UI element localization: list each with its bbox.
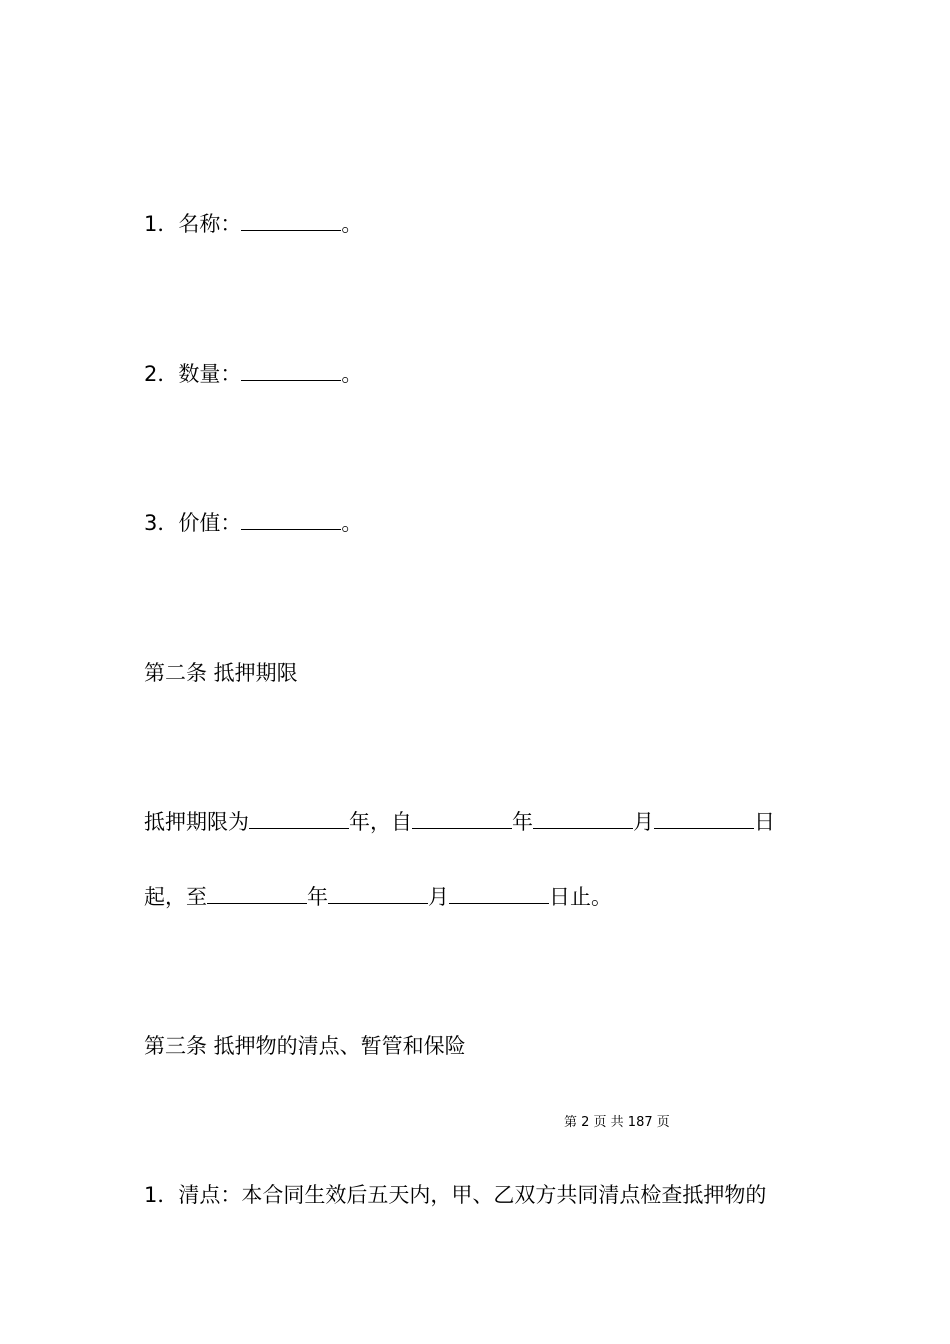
page-number: 第 2 页 共 187 页	[564, 1115, 670, 1130]
item-value-label: 3．价值：	[144, 511, 242, 535]
term-years-blank[interactable]	[249, 810, 349, 829]
start-month-blank[interactable]	[533, 810, 633, 829]
end-mark: 。	[341, 362, 363, 386]
quantity-blank[interactable]	[241, 362, 341, 381]
term-line-1	[144, 809, 775, 835]
term-text: 月	[633, 810, 654, 834]
end-year-blank[interactable]	[207, 885, 307, 904]
article-3-heading: 第三条 抵押物的清点、暂管和保险	[144, 1034, 466, 1058]
term-text: 抵押期限为	[144, 810, 249, 834]
end-day-blank[interactable]	[449, 885, 549, 904]
term-text: 月	[428, 885, 449, 909]
clause-inventory: 1．清点：本合同生效后五天内，甲、乙双方共同清点检查抵押物的	[144, 1183, 767, 1207]
term-text: 年，自	[349, 810, 412, 834]
term-line-2	[144, 884, 612, 910]
term-text: 年	[307, 885, 328, 909]
end-month-blank[interactable]	[328, 885, 428, 904]
item-value-line	[144, 510, 362, 536]
value-blank[interactable]	[241, 511, 341, 530]
start-year-blank[interactable]	[412, 810, 512, 829]
term-text: 日	[754, 810, 775, 834]
item-quantity-line	[144, 361, 362, 387]
start-day-blank[interactable]	[654, 810, 754, 829]
name-blank[interactable]	[241, 212, 341, 231]
term-text: 日止。	[549, 885, 612, 909]
item-quantity-label: 2．数量：	[144, 362, 242, 386]
item-name-label: 1．名称：	[144, 212, 242, 236]
term-text: 起，至	[144, 885, 207, 909]
term-text: 年	[512, 810, 533, 834]
article-2-heading: 第二条 抵押期限	[144, 661, 298, 685]
end-mark: 。	[341, 511, 363, 535]
item-name-line	[144, 211, 362, 237]
end-mark: 。	[341, 212, 363, 236]
